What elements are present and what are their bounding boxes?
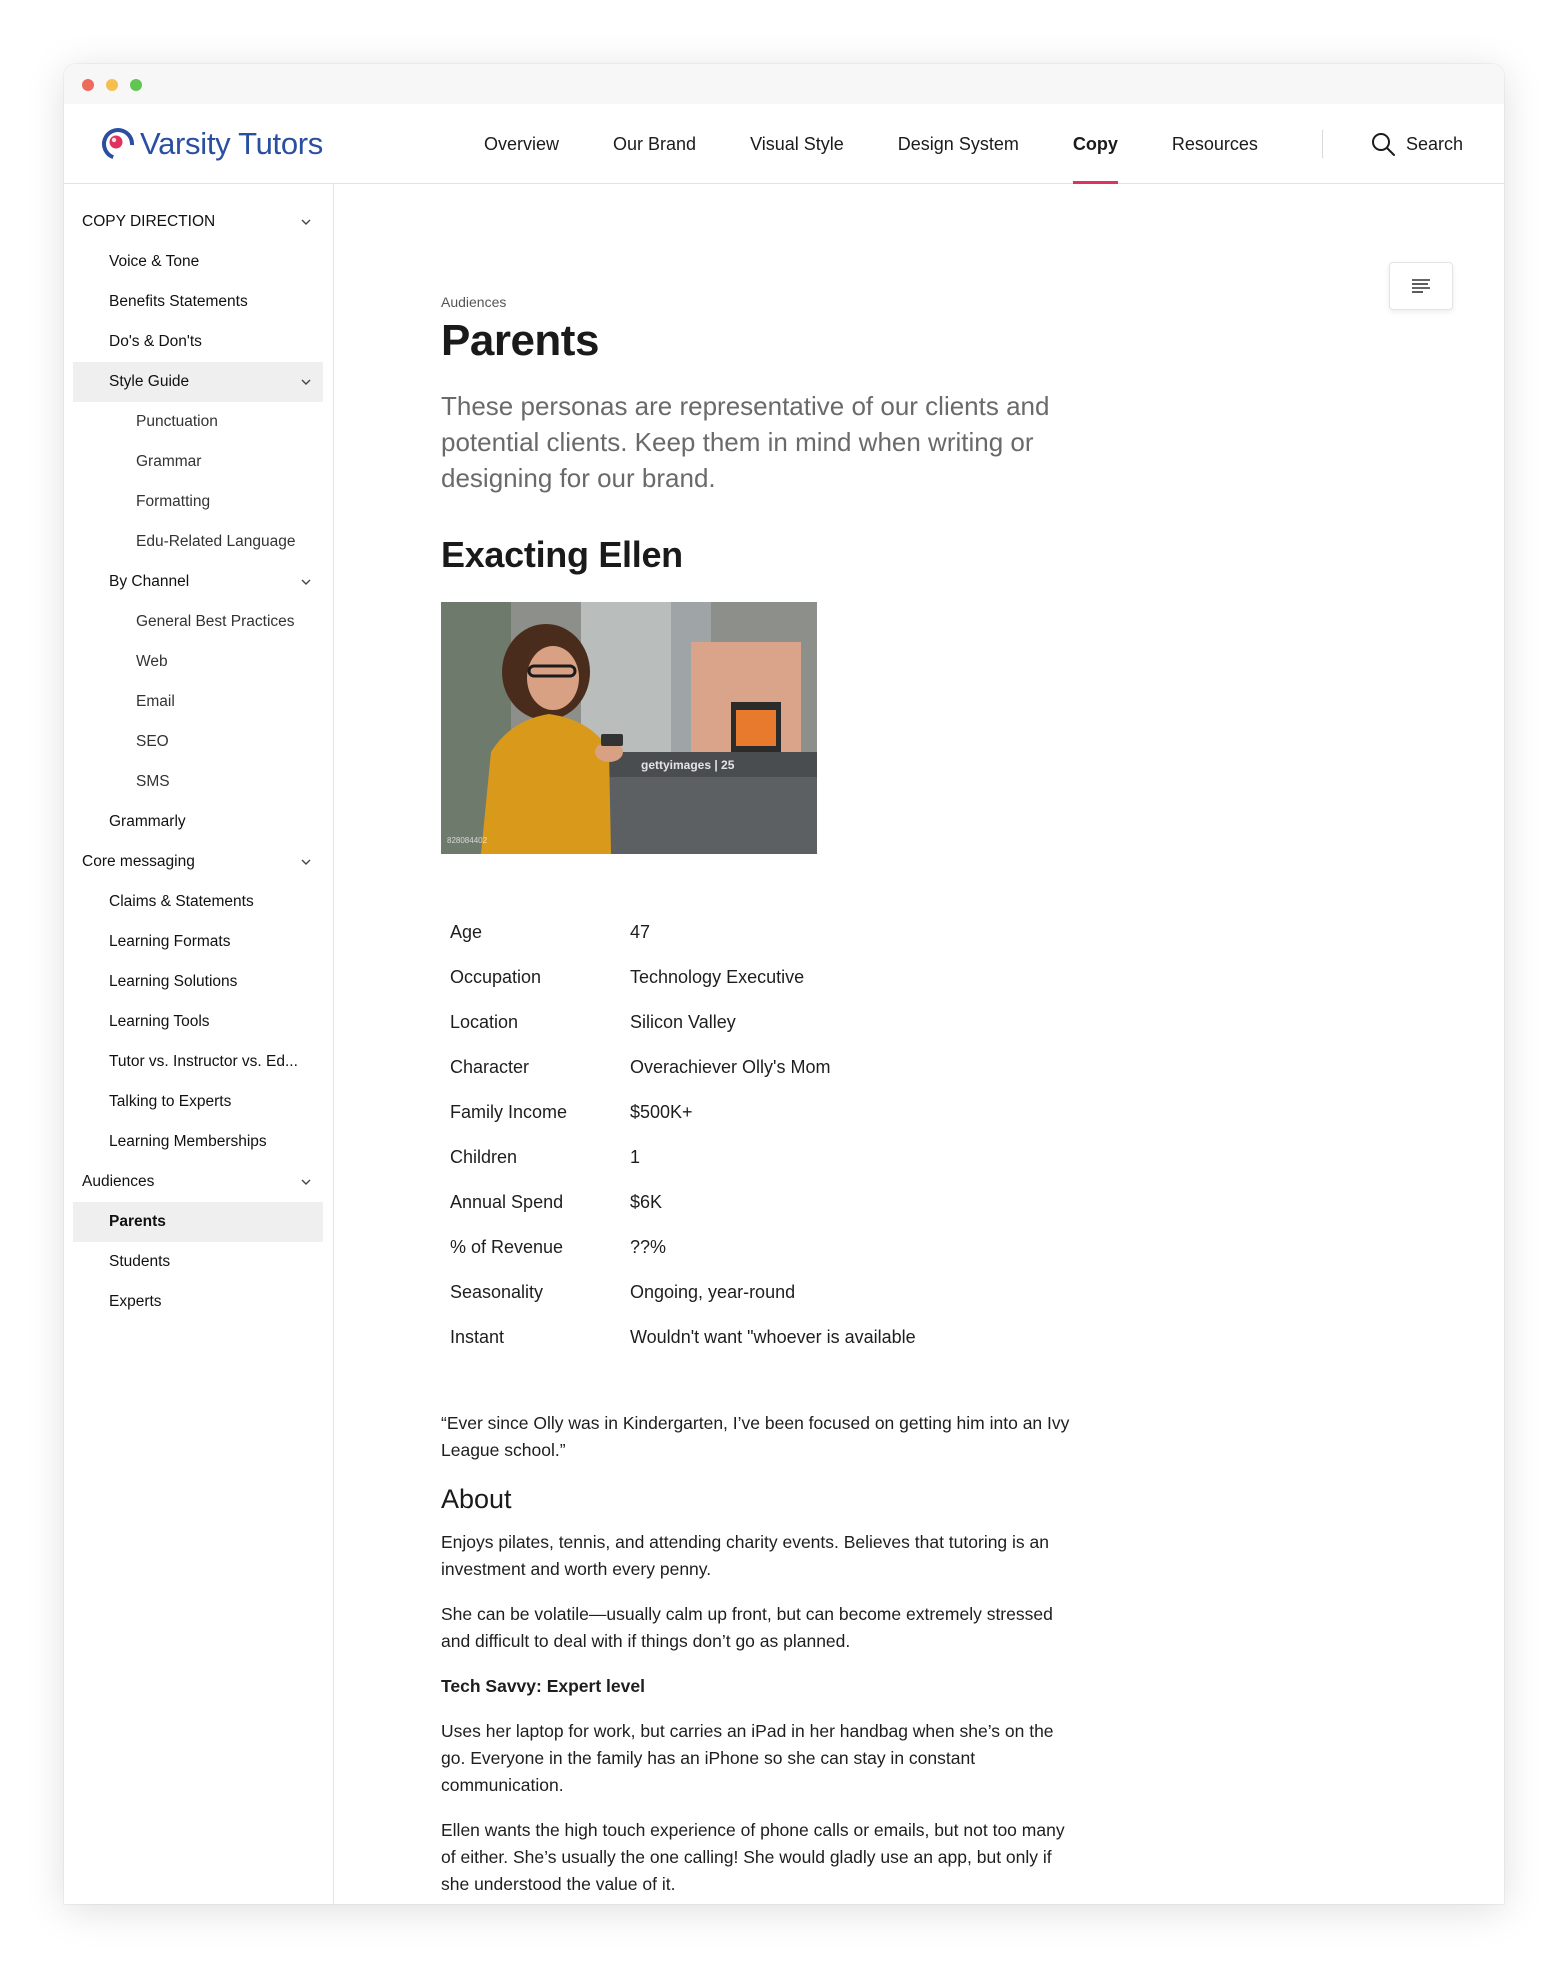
sidebar-item-edu-related-language[interactable] [64, 522, 333, 562]
about-paragraph: Ellen wants the high touch experience of phone calls or emails, but not too many of either. She’s usually the one calling! She would gladly use an app, but only if she understood the value of it. [441, 1820, 1065, 1894]
sidebar-item-grammar[interactable] [64, 442, 333, 482]
sidebar-item-label: By Channel [109, 573, 190, 590]
sidebar-item-learning-solutions[interactable] [64, 962, 333, 1002]
sidebar-item-punctuation[interactable] [64, 402, 333, 442]
sidebar-item-label: Grammar [136, 453, 202, 470]
fact-key: Occupation [450, 967, 542, 987]
sidebar-item-label: Parents [109, 1213, 166, 1230]
sidebar-item-label: Do's & Don'ts [109, 333, 202, 350]
fact-key: Family Income [450, 1102, 568, 1122]
fact-value: Technology Executive [630, 967, 805, 987]
sidebar-item-label: Talking to Experts [109, 1093, 232, 1110]
sidebar-item-label: Style Guide [109, 373, 190, 390]
varsity-tutors-logo-icon [100, 126, 136, 162]
photo-watermark: gettyimages | 25 [641, 758, 735, 772]
sidebar-item-label: Learning Memberships [109, 1133, 267, 1150]
fact-value: 1 [630, 1147, 641, 1167]
sidebar-item-experts[interactable] [64, 1282, 333, 1322]
about-paragraph: She can be volatile—usually calm up front, but can become extremely stressed and difficult to deal with if things don’t go as planned. [441, 1604, 1053, 1651]
nav-our-brand[interactable]: Our Brand [613, 134, 697, 154]
sidebar-item-style-guide[interactable] [73, 362, 323, 402]
fact-key: Annual Spend [450, 1192, 564, 1212]
fact-value: $500K+ [630, 1102, 693, 1122]
sidebar-item-label: Benefits Statements [109, 293, 248, 310]
table-row [441, 1090, 1030, 1135]
chevron-down-icon[interactable] [301, 217, 311, 227]
page-lead: These personas are representative of our clients and potential clients. Keep them in mind when writing or designing for our brand. [441, 391, 1050, 493]
sidebar-item-label: Claims & Statements [109, 893, 254, 910]
sidebar-item-learning-tools[interactable] [64, 1002, 333, 1042]
sidebar-item-core-messaging[interactable] [64, 842, 333, 882]
close-window-button[interactable] [82, 79, 94, 91]
table-of-contents-button[interactable] [1389, 262, 1453, 310]
table-row [441, 1225, 1030, 1270]
persona-quote: “Ever since Olly was in Kindergarten, I’ve been focused on getting him into an Ivy League school.” [441, 1413, 1070, 1460]
sidebar-item-seo[interactable] [64, 722, 333, 762]
sidebar-item-label: General Best Practices [136, 613, 295, 630]
table-row [441, 1180, 1030, 1225]
sidebar-item-label: Learning Solutions [109, 973, 238, 990]
sidebar-item-label: Learning Formats [109, 933, 231, 950]
fact-value: Ongoing, year-round [630, 1282, 796, 1302]
table-row [441, 1270, 1030, 1315]
sidebar-item-label: Learning Tools [109, 1013, 210, 1030]
brand-logo[interactable] [100, 124, 323, 164]
brand-name: Varsity Tutors [140, 126, 323, 161]
chevron-down-icon[interactable] [301, 377, 311, 387]
persona-photo-illustration [441, 602, 817, 854]
chevron-down-icon[interactable] [301, 577, 311, 587]
nav-design-system[interactable]: Design System [897, 134, 1019, 154]
sidebar-item-label: Audiences [82, 1173, 155, 1190]
photo-id: 828084402 [447, 836, 488, 845]
sidebar-item-web[interactable] [64, 642, 333, 682]
sidebar-item-label: Email [136, 693, 175, 710]
table-row [441, 1315, 1030, 1360]
search-button[interactable] [1370, 104, 1463, 184]
sidebar-item-label: Tutor vs. Instructor vs. Ed... [109, 1053, 298, 1070]
about-section [441, 1529, 1081, 1898]
fact-value: ??% [630, 1237, 667, 1257]
about-heading: About [441, 1484, 512, 1514]
sidebar-item-label: SMS [136, 773, 170, 790]
sidebar-item-benefits-statements[interactable] [64, 282, 333, 322]
sidebar-item-label: Edu-Related Language [136, 533, 296, 550]
fact-key: Character [450, 1057, 530, 1077]
table-row [441, 1045, 1030, 1090]
sidebar-item-by-channel[interactable] [64, 562, 333, 602]
fact-key: Children [450, 1147, 518, 1167]
table-row [441, 1135, 1030, 1180]
sidebar-item-label: SEO [136, 733, 169, 750]
sidebar-item-label: Voice & Tone [109, 253, 200, 270]
sidebar-item-talking-to-experts[interactable] [64, 1082, 333, 1122]
sidebar-item-do-s-don-ts[interactable] [64, 322, 333, 362]
sidebar-item-learning-formats[interactable] [64, 922, 333, 962]
sidebar-item-copy-direction[interactable] [64, 202, 333, 242]
fact-value: 47 [630, 922, 651, 942]
fact-key: Location [450, 1012, 519, 1032]
sidebar-item-label: Students [109, 1253, 171, 1270]
toc-lines-icon [1411, 278, 1431, 294]
sidebar-item-label: Grammarly [109, 813, 186, 830]
fact-key: Age [450, 922, 483, 942]
article [441, 294, 1081, 1904]
page-title: Parents [441, 316, 599, 365]
sidebar-nav [64, 184, 334, 1904]
minimize-window-button[interactable] [106, 79, 118, 91]
fact-value: $6K [630, 1192, 663, 1212]
table-row [441, 910, 1030, 955]
sidebar-item-label: COPY DIRECTION [82, 213, 216, 230]
sidebar-item-voice-tone[interactable] [64, 242, 333, 282]
nav-divider [1322, 130, 1323, 158]
fact-key: Seasonality [450, 1282, 544, 1302]
fact-key: % of Revenue [450, 1237, 564, 1257]
sidebar-item-learning-memberships[interactable] [64, 1122, 333, 1162]
sidebar-item-label: Core messaging [82, 853, 195, 870]
about-paragraph: Enjoys pilates, tennis, and attending charity events. Believes that tutoring is an investment and worth every penny. [441, 1532, 1049, 1579]
fact-value: Wouldn't want "whoever is available [630, 1327, 916, 1347]
about-paragraph: Uses her laptop for work, but carries an iPad in her handbag when she’s on the go. Everyone in the family has an iPhone so she can stay in constant communication. [441, 1721, 1054, 1795]
nav-resources[interactable]: Resources [1171, 134, 1258, 154]
browser-window [64, 64, 1504, 1904]
table-row [441, 955, 1030, 1000]
sidebar-item-label: Web [136, 653, 168, 670]
main-content [334, 184, 1504, 1904]
sidebar-item-parents[interactable] [73, 1202, 323, 1242]
window-titlebar [64, 64, 1504, 104]
sidebar-item-claims-statements[interactable] [64, 882, 333, 922]
chevron-down-icon[interactable] [301, 857, 311, 867]
search-icon [1370, 131, 1396, 157]
sidebar-item-label: Punctuation [136, 413, 218, 430]
fact-key: Instant [450, 1327, 505, 1347]
page-eyebrow: Audiences [441, 294, 507, 310]
about-subheading: Tech Savvy: Expert level [441, 1676, 645, 1696]
table-row [441, 1000, 1030, 1045]
nav-overview[interactable]: Overview [484, 134, 560, 154]
sidebar-item-sms[interactable] [64, 762, 333, 802]
sidebar-item-students[interactable] [64, 1242, 333, 1282]
persona-name: Exacting Ellen [441, 534, 683, 575]
maximize-window-button[interactable] [130, 79, 142, 91]
persona-facts-table [441, 910, 1030, 1360]
nav-visual-style[interactable]: Visual Style [750, 134, 844, 154]
search-label: Search [1406, 133, 1464, 154]
sidebar-item-audiences[interactable] [64, 1162, 333, 1202]
sidebar-item-label: Experts [109, 1293, 162, 1310]
sidebar-item-grammarly[interactable] [64, 802, 333, 842]
nav-copy[interactable]: Copy [1073, 104, 1118, 184]
primary-nav [484, 104, 1312, 184]
sidebar-item-email[interactable] [64, 682, 333, 722]
sidebar-item-formatting[interactable] [64, 482, 333, 522]
sidebar-item-tutor-vs-instructor-vs-ed[interactable] [64, 1042, 333, 1082]
chevron-down-icon[interactable] [301, 1177, 311, 1187]
persona-photo [441, 602, 817, 854]
sidebar-item-general-best-practices[interactable] [64, 602, 333, 642]
sidebar-item-label: Formatting [136, 493, 211, 510]
fact-value: Overachiever Olly's Mom [630, 1057, 831, 1077]
fact-value: Silicon Valley [630, 1012, 736, 1032]
site-header [64, 104, 1504, 184]
